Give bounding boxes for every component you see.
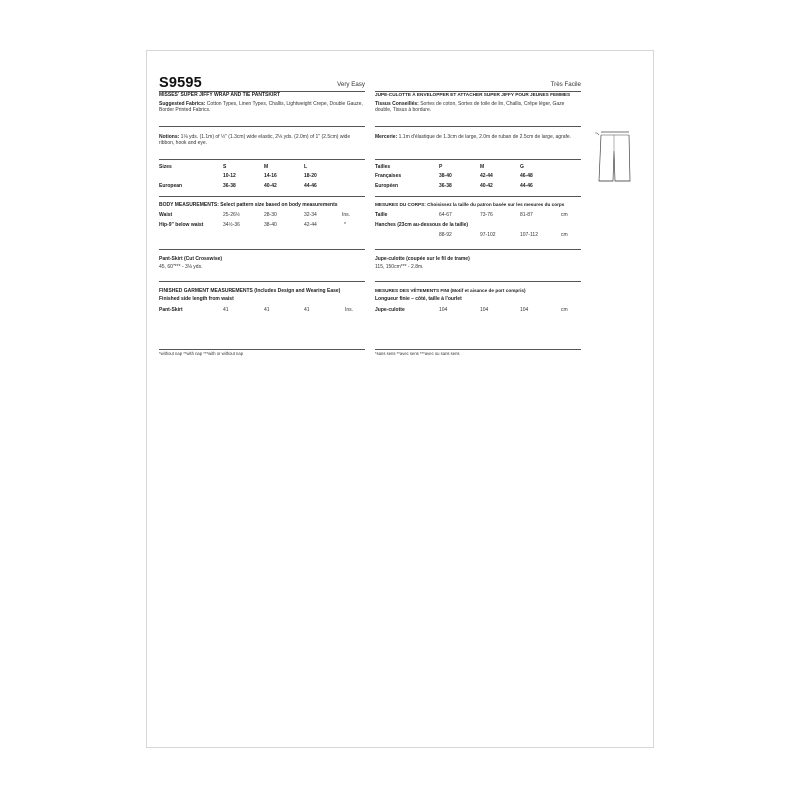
size-s-value: 10-12 — [223, 173, 236, 179]
divider — [375, 196, 581, 197]
divider — [375, 249, 581, 250]
eu-m: 40-42 — [480, 183, 493, 189]
body-measurements-heading: BODY MEASUREMENTS: Select pattern size based on body measurements — [159, 202, 338, 208]
divider — [159, 349, 365, 350]
size-m-fr: M — [480, 164, 485, 170]
divider — [159, 196, 365, 197]
hanches-unit: cm — [561, 232, 568, 238]
pattern-title-fr: JUPE-CULOTTE À ENVELOPPER ET ATTACHER SUPER JIFFY POUR JEUNES FEMMES — [375, 92, 571, 97]
size-g: G — [520, 164, 524, 170]
fabrics-text: Cotton Types, Linen Types, Challis, Lightweight Crepe, Double Gauze, Border Printed Fabrics. — [159, 101, 363, 114]
suggested-fabrics-fr — [375, 101, 581, 114]
eu-l: 44-46 — [520, 183, 533, 189]
finished-heading: FINISHED GARMENT MEASUREMENTS (Includes Design and Wearing Ease) — [159, 288, 341, 294]
yardage-text-fr: 115, 150cm*** - 2.8m. — [375, 264, 424, 270]
pattern-title: MISSES' SUPER JIFFY WRAP AND TIE PANTSKIRT — [159, 92, 281, 98]
difficulty-label: Very Easy — [337, 81, 365, 88]
waist-m: 28-30 — [264, 212, 277, 218]
hip-footnote-mark: * — [344, 222, 346, 228]
finished-l: 41 — [304, 307, 310, 313]
hip-l: 42-44 — [304, 222, 317, 228]
divider — [159, 159, 365, 160]
body-measurements-heading-fr: MESURES DU CORPS: Choisissez la taille du patron basée sur les mesures du corps — [375, 202, 565, 207]
fr-l: 46-48 — [520, 173, 533, 179]
finished-unit-fr: cm — [561, 307, 568, 313]
divider — [375, 281, 581, 282]
europeen-label: Européen — [375, 183, 399, 189]
notions-text-fr: 1.1m d'élastique de 1.3cm de large, 2.0m de ruban de 2.5cm de large, agrafe. — [398, 134, 572, 140]
finished-m: 41 — [264, 307, 270, 313]
francaises-label: Françaises — [375, 173, 402, 179]
finished-unit: Ins. — [345, 307, 354, 313]
waist-label: Waist — [159, 212, 173, 218]
pattern-envelope-back — [146, 50, 654, 748]
pattern-code: S9595 — [159, 75, 202, 91]
fabrics-label: Suggested Fabrics: — [159, 101, 206, 107]
divider — [159, 249, 365, 250]
size-l: L — [304, 164, 308, 170]
footnote: *without nap **with nap ***with or without nap — [159, 351, 244, 356]
euro-l: 44-46 — [304, 183, 317, 189]
notions-fr — [375, 134, 581, 140]
notions — [159, 134, 365, 147]
finished-s: 41 — [223, 307, 229, 313]
hip-label: Hip-9" below waist — [159, 222, 204, 228]
finished-m-fr: 104 — [480, 307, 489, 313]
yardage-heading-fr: Jupe-culotte (coupée sur le fil de trame) — [375, 256, 470, 262]
sizes-label-fr: Tailles — [375, 164, 391, 170]
european-label: European — [159, 183, 183, 189]
hanches-l: 107-112 — [520, 232, 538, 238]
hip-s: 34½-36 — [223, 222, 240, 228]
finished-subheading: Finished side length from waist — [159, 296, 234, 302]
size-l-value: 18-20 — [304, 173, 317, 179]
taille-m: 73-76 — [480, 212, 493, 218]
size-m-value: 14-16 — [264, 173, 277, 179]
size-p: P — [439, 164, 443, 170]
divider — [159, 126, 365, 127]
unit-label-fr: cm — [561, 212, 568, 218]
divider — [375, 159, 581, 160]
fabrics-label-fr: Tissus Conseillés: — [375, 101, 419, 107]
euro-m: 40-42 — [264, 183, 277, 189]
yardage-heading: Pant-Skirt (Cut Crosswise) — [159, 256, 223, 262]
finished-heading-fr: MESURES DES VÊTEMENTS FINI (Motif et aisance de port compris) — [375, 288, 526, 293]
yardage-text: 45, 60"*** - 3⅛ yds. — [159, 264, 203, 270]
difficulty-label-fr: Très Facile — [550, 81, 581, 88]
euro-s: 36-38 — [223, 183, 236, 189]
hanches-m: 97-102 — [480, 232, 496, 238]
footnote-fr: *sans sens **avec sens ***avec ou sans sens — [375, 351, 460, 356]
divider — [375, 126, 581, 127]
pant-skirt-label: Pant-Skirt — [159, 307, 183, 313]
taille-label: Taille — [375, 212, 388, 218]
size-m: M — [264, 164, 269, 170]
waist-s: 25-26½ — [223, 212, 240, 218]
jupe-culotte-label: Jupe-culotte — [375, 307, 405, 313]
waist-l: 32-34 — [304, 212, 317, 218]
notions-text: 1⅛ yds. (1.1m) of ½" (1.3cm) wide elastic, 2⅛ yds. (2.0m) of 1" (2.5cm) wide ribbon, hook and eye. — [159, 134, 351, 147]
fr-m: 42-44 — [480, 173, 493, 179]
divider — [159, 281, 365, 282]
hanches-label: Hanches (23cm au-dessous de la taille) — [375, 222, 469, 228]
fr-s: 38-40 — [439, 173, 452, 179]
finished-subheading-fr: Longueur finie – côté, taille à l'ourlet — [375, 296, 462, 302]
suggested-fabrics — [159, 101, 365, 114]
size-s: S — [223, 164, 227, 170]
notions-label: Notions: — [159, 134, 180, 140]
taille-l: 81-87 — [520, 212, 533, 218]
notions-label-fr: Mercerie: — [375, 134, 398, 140]
divider — [375, 349, 581, 350]
hip-m: 38-40 — [264, 222, 277, 228]
pantskirt-back-view-icon — [593, 127, 633, 192]
fabrics-text-fr: Sortes de coton, Sortes de toile de lin, Challis, Crêpe léger, Gaze double, Tissus à bordure. — [375, 101, 565, 114]
hanches-s: 88-92 — [439, 232, 452, 238]
finished-s-fr: 104 — [439, 307, 448, 313]
sizes-label: Sizes — [159, 164, 172, 170]
taille-s: 64-67 — [439, 212, 452, 218]
finished-l-fr: 104 — [520, 307, 529, 313]
unit-label: Ins. — [342, 212, 351, 218]
eu-s: 36-38 — [439, 183, 452, 189]
